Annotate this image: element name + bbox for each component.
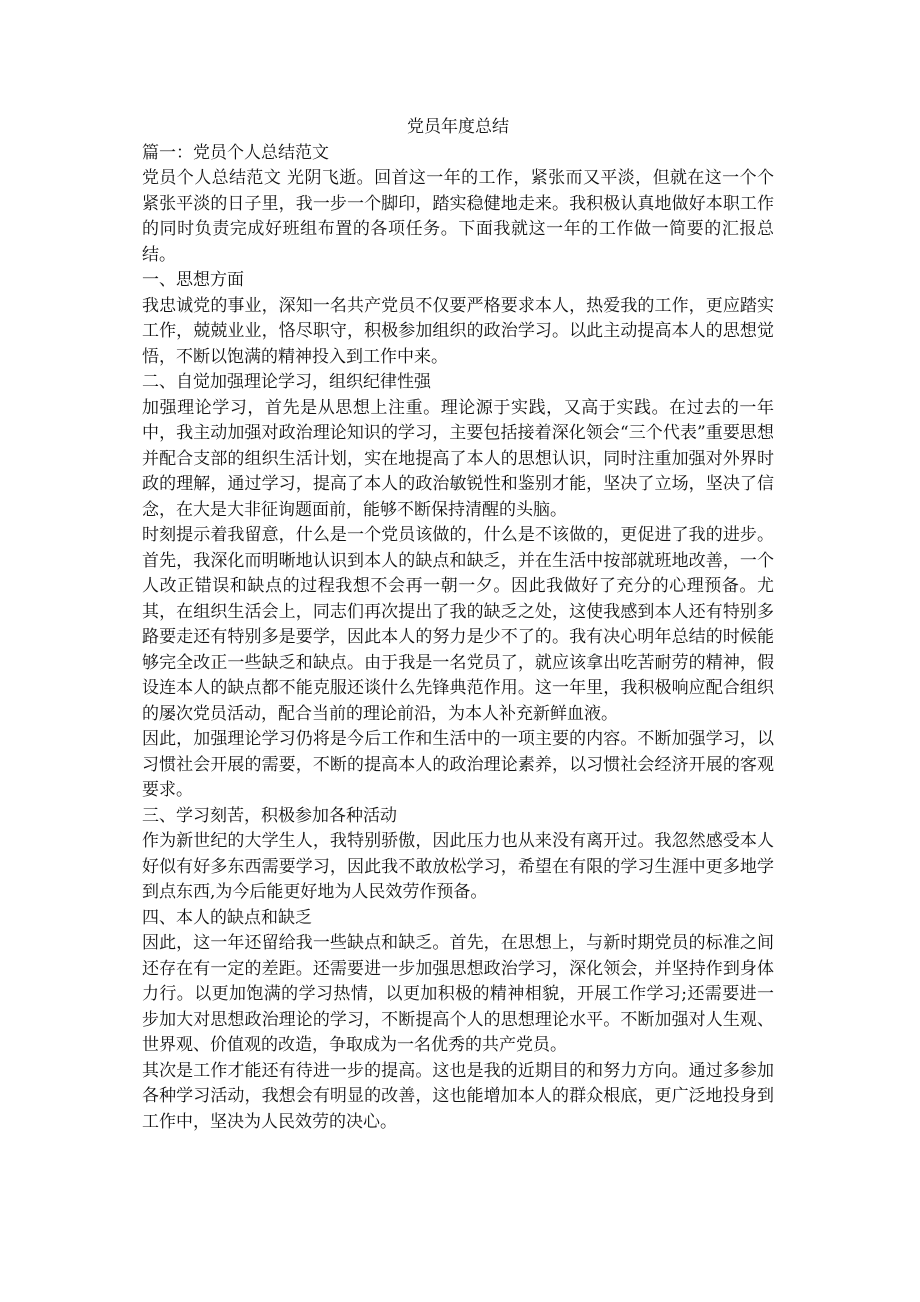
section-heading-theory-study: 二、自觉加强理论学习，组织纪律性强 — [142, 372, 431, 392]
paragraph-theory-study-2: 时刻提示着我留意，什么是一个党员该做的，什么是不该做的，更促进了我的进步。首先，我深化而明晰地认识到本人的缺点和缺乏，并在生活中按部就班地改善，一个人改正错误和缺点的过程我想不会再一朝一夕。因此我做好了充分的心理预备。尤其，在组织生活会上，同志们再次提出了我的缺乏之处，这使我感到本人还有特别多路要走还有特别多是要学，因此本人的努力是少不了的。我有决心明年总结的时候能够完全改正一些缺乏和缺点。由于我是一名党员了，就应该拿出吃苦耐劳的精神，假设连本人的缺点都不能克服还谈什么先锋典范作用。这一年里，我积极响应配合组织的屡次党员活动，配合当前的理论前沿，为本人补充新鲜血液。 — [142, 525, 774, 724]
section-heading-part-one: 篇一：党员个人总结范文 — [142, 142, 329, 163]
paragraph-intro: 党员个人总结范文 光阴飞逝。回首这一年的工作，紧张而又平淡，但就在这一个个紧张平淡的日子里，我一步一个脚印，踏实稳健地走来。我积极认真地做好本职工作的同时负责完成好班组布置的各项任务。下面我就这一年的工作做一简要的汇报总结。 — [142, 168, 774, 265]
paragraph-activities: 作为新世纪的大学生人，我特别骄傲，因此压力也从来没有离开过。我忽然感受本人好似有好多东西需要学习，因此我不敢放松学习，希望在有限的学习生涯中更多地学到点东西,为今后能更好地为人民效劳作预备。 — [142, 831, 774, 902]
paragraph-theory-study-3: 因此，加强理论学习仍将是今后工作和生活中的一项主要的内容。不断加强学习，以习惯社会开展的需要，不断的提高本人的政治理论素养，以习惯社会经济开展的客观要求。 — [142, 729, 774, 800]
section-heading-shortcomings: 四、本人的缺点和缺乏 — [142, 907, 312, 928]
paragraph-theory-study-1: 加强理论学习，首先是从思想上注重。理论源于实践，又高于实践。在过去的一年中，我主动加强对政治理论知识的学习，主要包括接着深化领会“三个代表”重要思想并配合支部的组织生活计划，实在地提高了本人的思想认识，同时注重加强对外界时政的理解，通过学习，提高了本人的政治敏锐性和鉴别才能，坚决了立场，坚决了信念，在大是大非征询题面前，能够不断保持清醒的头脑。 — [142, 397, 774, 520]
document-title: 党员年度总结 — [407, 117, 509, 137]
section-heading-activities: 三、学习刻苦，积极参加各种活动 — [142, 805, 397, 826]
paragraph-shortcomings-1: 因此，这一年还留给我一些缺点和缺乏。首先，在思想上，与新时期党员的标准之间还存在有一定的差距。还需要进一步加强思想政治学习，深化领会，并坚持作到身体力行。以更加饱满的学习热情，以更加积极的精神相貌，开展工作学习;还需要进一步加大对思想政治理论的学习，不断提高个人的思想理论水平。不断加强对人生观、世界观、价值观的改造，争取成为一名优秀的共产党员。 — [142, 933, 774, 1055]
paragraph-shortcomings-2: 其次是工作才能还有待进一步的提高。这也是我的近期目的和努力方向。通过多参加各种学习活动，我想会有明显的改善，这也能增加本人的群众根底，更广泛地投身到工作中，坚决为人民效劳的决心。 — [142, 1060, 774, 1132]
document-page — [142, 115, 774, 1135]
section-heading-ideology: 一、思想方面 — [142, 270, 244, 290]
paragraph-ideology: 我忠诚党的事业，深知一名共产党员不仅要严格要求本人，热爱我的工作，更应踏实工作，兢兢业业，恪尽职守，积极参加组织的政治学习。以此主动提高本人的思想觉悟，不断以饱满的精神投入到工作中来。 — [142, 295, 774, 367]
